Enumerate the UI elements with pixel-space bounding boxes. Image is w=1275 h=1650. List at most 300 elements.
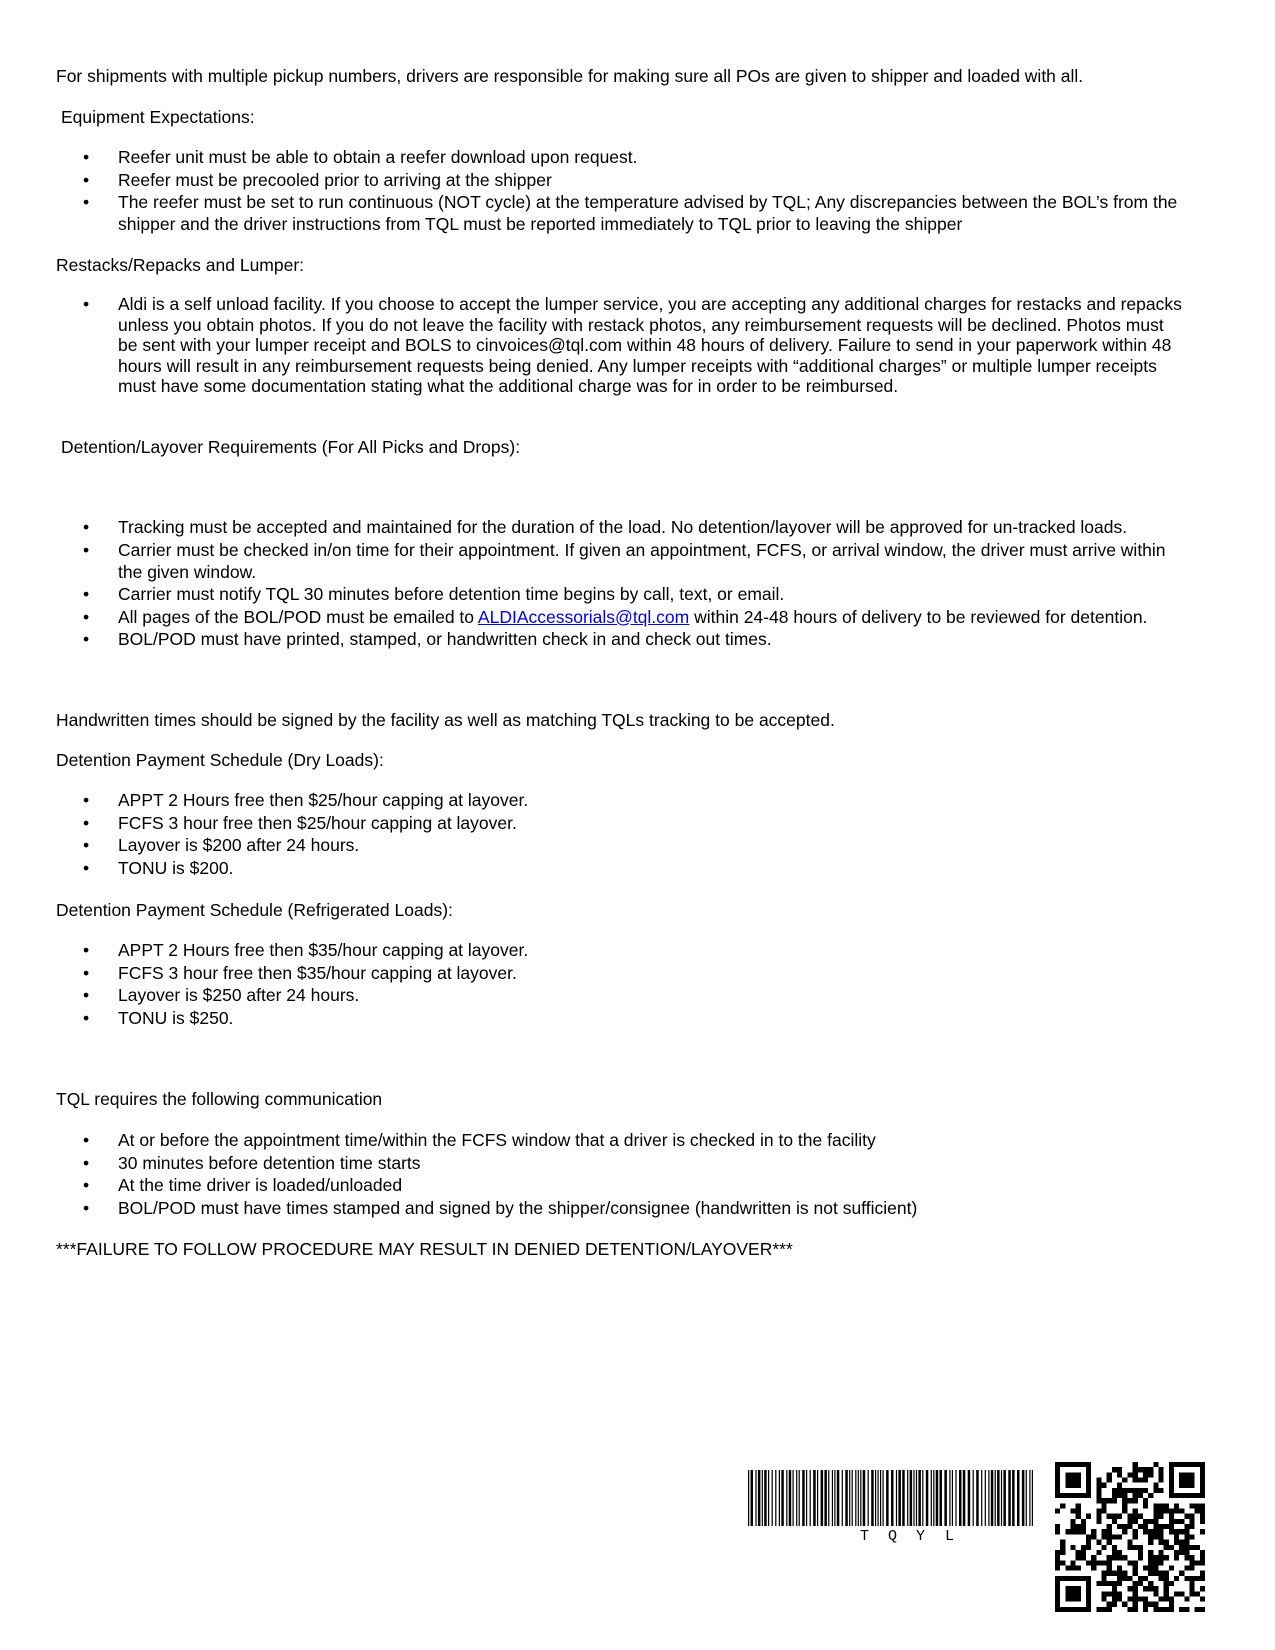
barcode-bar xyxy=(1012,1470,1015,1526)
qr-module xyxy=(1065,1462,1070,1467)
qr-module xyxy=(1133,1478,1138,1483)
dry-list xyxy=(56,789,1186,879)
barcode-bar xyxy=(1008,1470,1011,1526)
barcode-char: L xyxy=(945,1528,955,1545)
qr-module xyxy=(1122,1503,1127,1508)
qr-module xyxy=(1158,1550,1163,1555)
qr-module xyxy=(1127,1514,1132,1519)
qr-module xyxy=(1153,1488,1158,1493)
qr-module xyxy=(1086,1591,1091,1596)
qr-module xyxy=(1107,1602,1112,1607)
list-item: • Layover is $200 after 24 hours. xyxy=(56,834,1186,856)
barcode-char: Y xyxy=(916,1528,926,1545)
barcode-bar xyxy=(985,1470,986,1526)
qr-module xyxy=(1184,1493,1189,1498)
communication-list xyxy=(56,1129,1186,1219)
qr-module xyxy=(1189,1462,1194,1467)
barcode-bar xyxy=(1026,1470,1027,1526)
qr-module xyxy=(1174,1529,1179,1534)
qr-module xyxy=(1158,1529,1163,1534)
qr-module xyxy=(1189,1503,1194,1508)
qr-module xyxy=(1200,1550,1205,1555)
list-item: • Reefer unit must be able to obtain a reefer download upon request. xyxy=(56,146,1186,168)
qr-module xyxy=(1117,1596,1122,1601)
qr-module xyxy=(1138,1478,1143,1483)
qr-module xyxy=(1148,1529,1153,1534)
qr-module xyxy=(1200,1462,1205,1467)
qr-module xyxy=(1086,1467,1091,1472)
refrigerated-list xyxy=(56,939,1186,1029)
barcode-bar xyxy=(997,1470,1000,1526)
qr-module xyxy=(1065,1596,1070,1601)
qr-module xyxy=(1153,1483,1158,1488)
barcode-bar xyxy=(963,1470,966,1526)
qr-module xyxy=(1112,1493,1117,1498)
qr-module xyxy=(1112,1586,1117,1591)
qr-module xyxy=(1153,1555,1158,1560)
barcode-bar xyxy=(968,1470,971,1526)
barcode-bar xyxy=(902,1470,905,1526)
list-item: • Layover is $250 after 24 hours. xyxy=(56,984,1186,1006)
qr-module xyxy=(1169,1493,1174,1498)
barcode-bar xyxy=(806,1470,807,1526)
qr-module xyxy=(1055,1472,1060,1477)
qr-module xyxy=(1096,1493,1101,1498)
qr-module xyxy=(1107,1540,1112,1545)
qr-module xyxy=(1086,1472,1091,1477)
barcode-bar xyxy=(955,1470,956,1526)
qr-module xyxy=(1133,1586,1138,1591)
qr-module xyxy=(1138,1555,1143,1560)
barcode-bar xyxy=(944,1470,947,1526)
qr-code xyxy=(1055,1462,1205,1612)
qr-module xyxy=(1086,1483,1091,1488)
qr-module xyxy=(1076,1478,1081,1483)
qr-module xyxy=(1184,1555,1189,1560)
qr-module xyxy=(1055,1493,1060,1498)
qr-module xyxy=(1065,1591,1070,1596)
qr-module xyxy=(1158,1488,1163,1493)
qr-module xyxy=(1174,1591,1179,1596)
qr-module xyxy=(1081,1607,1086,1612)
qr-module xyxy=(1143,1607,1148,1612)
qr-module xyxy=(1076,1607,1081,1612)
barcode-bar xyxy=(772,1470,773,1526)
qr-module xyxy=(1164,1524,1169,1529)
qr-module xyxy=(1153,1503,1158,1508)
qr-module xyxy=(1133,1493,1138,1498)
qr-module xyxy=(1071,1560,1076,1565)
qr-module xyxy=(1138,1493,1143,1498)
barcode-bar xyxy=(817,1470,818,1526)
qr-module xyxy=(1138,1514,1143,1519)
qr-module xyxy=(1122,1524,1127,1529)
qr-module xyxy=(1143,1503,1148,1508)
barcode-bar xyxy=(793,1470,794,1526)
qr-module xyxy=(1133,1467,1138,1472)
qr-module xyxy=(1102,1483,1107,1488)
qr-module xyxy=(1169,1483,1174,1488)
qr-module xyxy=(1184,1534,1189,1539)
qr-module xyxy=(1107,1534,1112,1539)
qr-module xyxy=(1148,1472,1153,1477)
barcode-bar xyxy=(871,1470,874,1526)
qr-module xyxy=(1148,1534,1153,1539)
qr-module xyxy=(1200,1529,1205,1534)
qr-module xyxy=(1164,1576,1169,1581)
barcode-caption xyxy=(748,1528,1034,1544)
qr-module xyxy=(1122,1571,1127,1576)
qr-module xyxy=(1164,1607,1169,1612)
qr-module xyxy=(1086,1488,1091,1493)
qr-module xyxy=(1117,1581,1122,1586)
barcode xyxy=(748,1470,1034,1544)
qr-module xyxy=(1169,1529,1174,1534)
qr-module xyxy=(1200,1576,1205,1581)
qr-module xyxy=(1189,1472,1194,1477)
qr-module xyxy=(1127,1524,1132,1529)
qr-module xyxy=(1096,1560,1101,1565)
qr-module xyxy=(1096,1581,1101,1586)
qr-module xyxy=(1076,1524,1081,1529)
barcode-bar xyxy=(991,1470,994,1526)
qr-module xyxy=(1164,1586,1169,1591)
qr-module xyxy=(1133,1607,1138,1612)
barcode-bar xyxy=(1017,1470,1020,1526)
qr-module xyxy=(1086,1576,1091,1581)
qr-module xyxy=(1169,1472,1174,1477)
qr-module xyxy=(1184,1596,1189,1601)
qr-module xyxy=(1133,1596,1138,1601)
qr-module xyxy=(1184,1514,1189,1519)
qr-module xyxy=(1060,1550,1065,1555)
barcode-bar xyxy=(880,1470,881,1526)
qr-module xyxy=(1107,1498,1112,1503)
barcode-bar xyxy=(875,1470,876,1526)
barcode-bar xyxy=(976,1470,979,1526)
qr-module xyxy=(1133,1509,1138,1514)
qr-module xyxy=(1112,1519,1117,1524)
qr-module xyxy=(1184,1576,1189,1581)
barcode-bar xyxy=(959,1470,962,1526)
barcode-bar xyxy=(973,1470,974,1526)
qr-module xyxy=(1122,1576,1127,1581)
qr-module xyxy=(1060,1462,1065,1467)
barcode-bar xyxy=(933,1470,934,1526)
qr-module xyxy=(1086,1534,1091,1539)
qr-module xyxy=(1200,1596,1205,1601)
qr-module xyxy=(1179,1472,1184,1477)
qr-module xyxy=(1081,1524,1086,1529)
list-item-email xyxy=(56,606,1186,628)
qr-module xyxy=(1055,1581,1060,1586)
qr-module xyxy=(1096,1509,1101,1514)
qr-module xyxy=(1174,1576,1179,1581)
barcode-bar xyxy=(860,1470,861,1526)
qr-module xyxy=(1071,1478,1076,1483)
qr-module xyxy=(1143,1524,1148,1529)
barcode-bar xyxy=(786,1470,787,1526)
barcode-bar xyxy=(863,1470,866,1526)
qr-module xyxy=(1133,1498,1138,1503)
barcode-bar xyxy=(842,1470,843,1526)
qr-module xyxy=(1112,1581,1117,1586)
barcode-bar xyxy=(775,1470,776,1526)
qr-module xyxy=(1143,1586,1148,1591)
qr-module xyxy=(1143,1472,1148,1477)
qr-module xyxy=(1169,1581,1174,1586)
qr-module xyxy=(1112,1534,1117,1539)
qr-module xyxy=(1158,1540,1163,1545)
qr-module xyxy=(1107,1529,1112,1534)
qr-module xyxy=(1117,1555,1122,1560)
qr-module xyxy=(1164,1591,1169,1596)
barcode-bar xyxy=(886,1470,889,1526)
qr-module xyxy=(1143,1498,1148,1503)
qr-module xyxy=(1055,1524,1060,1529)
qr-module xyxy=(1148,1550,1153,1555)
qr-module xyxy=(1086,1514,1091,1519)
qr-module xyxy=(1179,1540,1184,1545)
qr-module xyxy=(1153,1602,1158,1607)
qr-module xyxy=(1138,1488,1143,1493)
qr-module xyxy=(1174,1493,1179,1498)
qr-module xyxy=(1071,1545,1076,1550)
barcode-char: T xyxy=(860,1528,870,1545)
qr-module xyxy=(1076,1596,1081,1601)
qr-module xyxy=(1169,1524,1174,1529)
qr-module xyxy=(1158,1607,1163,1612)
qr-module xyxy=(1096,1540,1101,1545)
barcode-bar xyxy=(898,1470,901,1526)
qr-module xyxy=(1174,1555,1179,1560)
qr-module xyxy=(1117,1565,1122,1570)
qr-module xyxy=(1153,1565,1158,1570)
qr-module xyxy=(1065,1576,1070,1581)
qr-module xyxy=(1158,1576,1163,1581)
qr-module xyxy=(1143,1478,1148,1483)
qr-module xyxy=(1055,1576,1060,1581)
barcode-bar xyxy=(758,1470,761,1526)
qr-module xyxy=(1133,1545,1138,1550)
qr-module xyxy=(1189,1524,1194,1529)
qr-module xyxy=(1195,1545,1200,1550)
qr-module xyxy=(1184,1472,1189,1477)
qr-module xyxy=(1117,1550,1122,1555)
qr-module xyxy=(1158,1478,1163,1483)
list-item: • TONU is $200. xyxy=(56,857,1186,879)
qr-module xyxy=(1164,1555,1169,1560)
qr-module xyxy=(1195,1576,1200,1581)
qr-module xyxy=(1143,1519,1148,1524)
qr-module xyxy=(1055,1467,1060,1472)
qr-module xyxy=(1153,1571,1158,1576)
list-item: • At or before the appointment time/within the FCFS window that a driver is checked in to the facility xyxy=(56,1129,1186,1151)
qr-module xyxy=(1148,1571,1153,1576)
qr-module xyxy=(1076,1586,1081,1591)
accessorials-email-link[interactable]: ALDIAccessorials@tql.com xyxy=(477,606,690,627)
qr-module xyxy=(1127,1498,1132,1503)
qr-module xyxy=(1086,1602,1091,1607)
qr-module xyxy=(1138,1581,1143,1586)
qr-module xyxy=(1117,1472,1122,1477)
qr-module xyxy=(1133,1488,1138,1493)
qr-module xyxy=(1169,1596,1174,1601)
qr-module xyxy=(1148,1602,1153,1607)
qr-module xyxy=(1200,1555,1205,1560)
qr-module xyxy=(1184,1565,1189,1570)
qr-module xyxy=(1200,1519,1205,1524)
qr-module xyxy=(1153,1514,1158,1519)
barcode-bar xyxy=(949,1470,950,1526)
qr-module xyxy=(1200,1478,1205,1483)
qr-module xyxy=(1195,1462,1200,1467)
qr-module xyxy=(1112,1596,1117,1601)
qr-module xyxy=(1102,1581,1107,1586)
qr-module xyxy=(1107,1581,1112,1586)
qr-module xyxy=(1189,1565,1194,1570)
qr-module xyxy=(1153,1524,1158,1529)
qr-module xyxy=(1148,1540,1153,1545)
qr-module xyxy=(1133,1472,1138,1477)
qr-module xyxy=(1055,1602,1060,1607)
barcode-bar xyxy=(755,1470,756,1526)
qr-module xyxy=(1076,1503,1081,1508)
dry-heading: Detention Payment Schedule (Dry Loads): xyxy=(56,750,384,770)
qr-module xyxy=(1096,1498,1101,1503)
barcode-bar xyxy=(837,1470,840,1526)
qr-module xyxy=(1127,1540,1132,1545)
equipment-heading: Equipment Expectations: xyxy=(61,107,255,127)
qr-module xyxy=(1117,1534,1122,1539)
qr-module xyxy=(1158,1524,1163,1529)
qr-module xyxy=(1060,1503,1065,1508)
qr-module xyxy=(1112,1602,1117,1607)
qr-module xyxy=(1055,1488,1060,1493)
qr-module xyxy=(1158,1472,1163,1477)
qr-module xyxy=(1179,1591,1184,1596)
barcode-bar xyxy=(910,1470,913,1526)
barcode-bar xyxy=(789,1470,792,1526)
barcode-bar xyxy=(858,1470,859,1526)
qr-module xyxy=(1096,1483,1101,1488)
qr-module xyxy=(1076,1565,1081,1570)
qr-module xyxy=(1179,1550,1184,1555)
qr-module xyxy=(1112,1591,1117,1596)
qr-module xyxy=(1169,1602,1174,1607)
qr-module xyxy=(1158,1571,1163,1576)
qr-module xyxy=(1112,1488,1117,1493)
qr-module xyxy=(1086,1545,1091,1550)
qr-module xyxy=(1091,1534,1096,1539)
qr-module xyxy=(1081,1493,1086,1498)
qr-module xyxy=(1107,1514,1112,1519)
qr-module xyxy=(1055,1607,1060,1612)
qr-module xyxy=(1065,1472,1070,1477)
qr-module xyxy=(1189,1514,1194,1519)
qr-module xyxy=(1179,1483,1184,1488)
qr-module xyxy=(1200,1509,1205,1514)
qr-module xyxy=(1153,1529,1158,1534)
qr-module xyxy=(1117,1483,1122,1488)
qr-module xyxy=(1122,1478,1127,1483)
qr-module xyxy=(1179,1519,1184,1524)
qr-module xyxy=(1112,1555,1117,1560)
qr-module xyxy=(1184,1462,1189,1467)
qr-module xyxy=(1055,1483,1060,1488)
qr-module xyxy=(1096,1550,1101,1555)
barcode-bar xyxy=(913,1470,914,1526)
email-item-before: All pages of the BOL/POD must be emailed to xyxy=(118,606,478,627)
barcode-bar xyxy=(821,1470,824,1526)
list-item: • Aldi is a self unload facility. If you choose to accept the lumper service, you are accepting any additional charges for restacks and repacks unless you obtain photos. If you do not leave the facility with restack photos, any reimbursement requests will be declined. Photos must be sent with your lumper receipt and BOLS to cinvoices@tql.com within 48 hours of delivery. Failure to send in your paperwork within 48 hours will result in any reimbursement requests being denied. Any lumper receipts with “additional charges” or multiple lumper receipts must have some documentation stating what the additional charge was for in order to be reimbursed. xyxy=(56,294,1186,397)
qr-module xyxy=(1065,1529,1070,1534)
qr-module xyxy=(1055,1565,1060,1570)
qr-module xyxy=(1200,1571,1205,1576)
qr-module xyxy=(1071,1596,1076,1601)
qr-module xyxy=(1076,1493,1081,1498)
qr-module xyxy=(1127,1596,1132,1601)
qr-module xyxy=(1091,1555,1096,1560)
qr-module xyxy=(1133,1591,1138,1596)
qr-module xyxy=(1169,1478,1174,1483)
qr-module xyxy=(1065,1565,1070,1570)
qr-module xyxy=(1091,1565,1096,1570)
barcode-bar xyxy=(922,1470,923,1526)
barcode-bar xyxy=(883,1470,884,1526)
detention-list xyxy=(56,516,1186,651)
barcode-bar xyxy=(824,1470,827,1526)
qr-module xyxy=(1112,1498,1117,1503)
qr-module xyxy=(1055,1462,1060,1467)
qr-module xyxy=(1102,1560,1107,1565)
list-item: • Reefer must be precooled prior to arriving at the shipper xyxy=(56,169,1186,191)
qr-module xyxy=(1071,1472,1076,1477)
qr-module xyxy=(1112,1467,1117,1472)
qr-module xyxy=(1148,1555,1153,1560)
qr-module xyxy=(1117,1467,1122,1472)
qr-module xyxy=(1179,1462,1184,1467)
qr-module xyxy=(1153,1509,1158,1514)
barcode-bar xyxy=(868,1470,869,1526)
qr-module xyxy=(1086,1607,1091,1612)
qr-module xyxy=(1122,1555,1127,1560)
qr-module xyxy=(1071,1565,1076,1570)
communication-heading: TQL requires the following communication xyxy=(56,1089,383,1109)
qr-module xyxy=(1117,1493,1122,1498)
qr-module xyxy=(1127,1472,1132,1477)
barcode-bar xyxy=(762,1470,763,1526)
qr-module xyxy=(1127,1488,1132,1493)
handwritten-note: Handwritten times should be signed by the facility as well as matching TQLs tracking to be accepted. xyxy=(56,710,835,730)
qr-module xyxy=(1179,1607,1184,1612)
qr-module xyxy=(1158,1555,1163,1560)
qr-module xyxy=(1169,1514,1174,1519)
qr-module xyxy=(1091,1529,1096,1534)
qr-module xyxy=(1138,1576,1143,1581)
qr-module xyxy=(1122,1488,1127,1493)
qr-module xyxy=(1081,1529,1086,1534)
qr-module xyxy=(1138,1524,1143,1529)
list-item: • BOL/POD must have times stamped and signed by the shipper/consignee (handwritten is not sufficient) xyxy=(56,1197,1186,1219)
barcode-bar xyxy=(1003,1470,1006,1526)
qr-module xyxy=(1081,1462,1086,1467)
barcode-bar xyxy=(764,1470,767,1526)
qr-module xyxy=(1086,1581,1091,1586)
qr-module xyxy=(1065,1483,1070,1488)
qr-module xyxy=(1133,1602,1138,1607)
qr-module xyxy=(1076,1509,1081,1514)
